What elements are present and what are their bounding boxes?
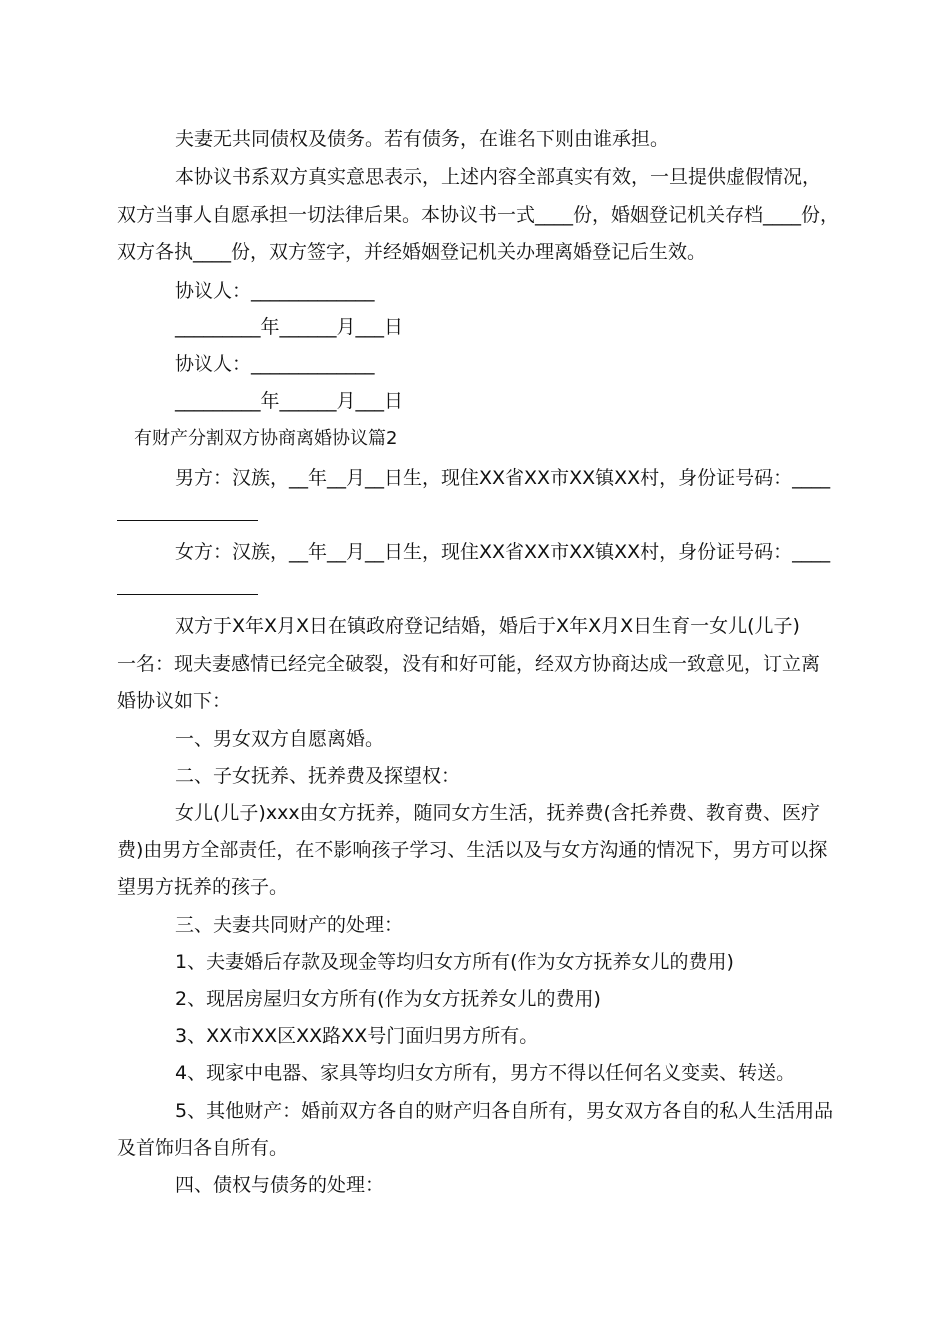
clause-3-heading: 三、夫妻共同财产的处理：	[175, 914, 404, 936]
section-title: 有财产分割双方协商离婚协议篇2	[134, 428, 398, 449]
signatory-line-1: 协议人：_____________	[175, 280, 375, 302]
marriage-paragraph-line-3: 婚协议如下：	[117, 690, 232, 712]
property-item-2: 2、现居房屋归女方所有(作为女方抚养女儿的费用)	[175, 988, 601, 1010]
marriage-paragraph-line-1: 双方于X年X月X日在镇政府登记结婚，婚后于X年X月X日生育一女儿(儿子)	[175, 615, 800, 637]
paragraph-truth-line-1: 本协议书系双方真实意思表示，上述内容全部真实有效，一旦提供虚假情况，	[175, 166, 822, 188]
marriage-paragraph-line-2: 一名：现夫妻感情已经完全破裂，没有和好可能，经双方协商达成一致意见，订立离	[117, 653, 821, 675]
female-id-continuation-rule	[117, 594, 258, 595]
paragraph-debts: 夫妻无共同债权及债务。若有债务，在谁名下则由谁承担。	[175, 128, 670, 150]
paragraph-truth-line-3: 双方各执____份，双方签字，并经婚姻登记机关办理离婚登记后生效。	[117, 241, 707, 263]
property-item-5-line-2: 及首饰归各自所有。	[117, 1137, 289, 1159]
signatory-line-2: 协议人：_____________	[175, 353, 375, 375]
male-party-line: 男方：汉族，__年__月__日生，现住XX省XX市XX镇XX村，身份证号码：____	[175, 467, 831, 489]
clause-2-heading: 二、子女抚养、抚养费及探望权：	[175, 765, 461, 787]
custody-line-1: 女儿(儿子)xxx由女方抚养，随同女方生活，抚养费(含托养费、教育费、医疗	[175, 802, 820, 824]
female-party-line: 女方：汉族，__年__月__日生，现住XX省XX市XX镇XX村，身份证号码：____	[175, 541, 831, 563]
clause-4-heading: 四、债权与债务的处理：	[175, 1174, 385, 1196]
custody-line-2: 费)由男方全部责任，在不影响孩子学习、生活以及与女方沟通的情况下，男方可以探	[117, 839, 828, 861]
custody-line-3: 望男方抚养的孩子。	[117, 876, 289, 898]
date-line-1: _________年______月___日	[175, 316, 404, 338]
property-item-1: 1、夫妻婚后存款及现金等均归女方所有(作为女方抚养女儿的费用)	[175, 951, 734, 973]
male-id-continuation-rule	[117, 520, 258, 521]
clause-1: 一、男女双方自愿离婚。	[175, 728, 385, 750]
property-item-4: 4、现家中电器、家具等均归女方所有，男方不得以任何名义变卖、转送。	[175, 1062, 796, 1084]
property-item-5-line-1: 5、其他财产：婚前双方各自的财产归各自所有，男女双方各自的私人生活用品	[175, 1100, 834, 1122]
paragraph-truth-line-2: 双方当事人自愿承担一切法律后果。本协议书一式____份，婚姻登记机关存档____份，	[117, 204, 840, 226]
property-item-3: 3、XX市XX区XX路XX号门面归男方所有。	[175, 1025, 539, 1047]
date-line-2: _________年______月___日	[175, 390, 404, 412]
